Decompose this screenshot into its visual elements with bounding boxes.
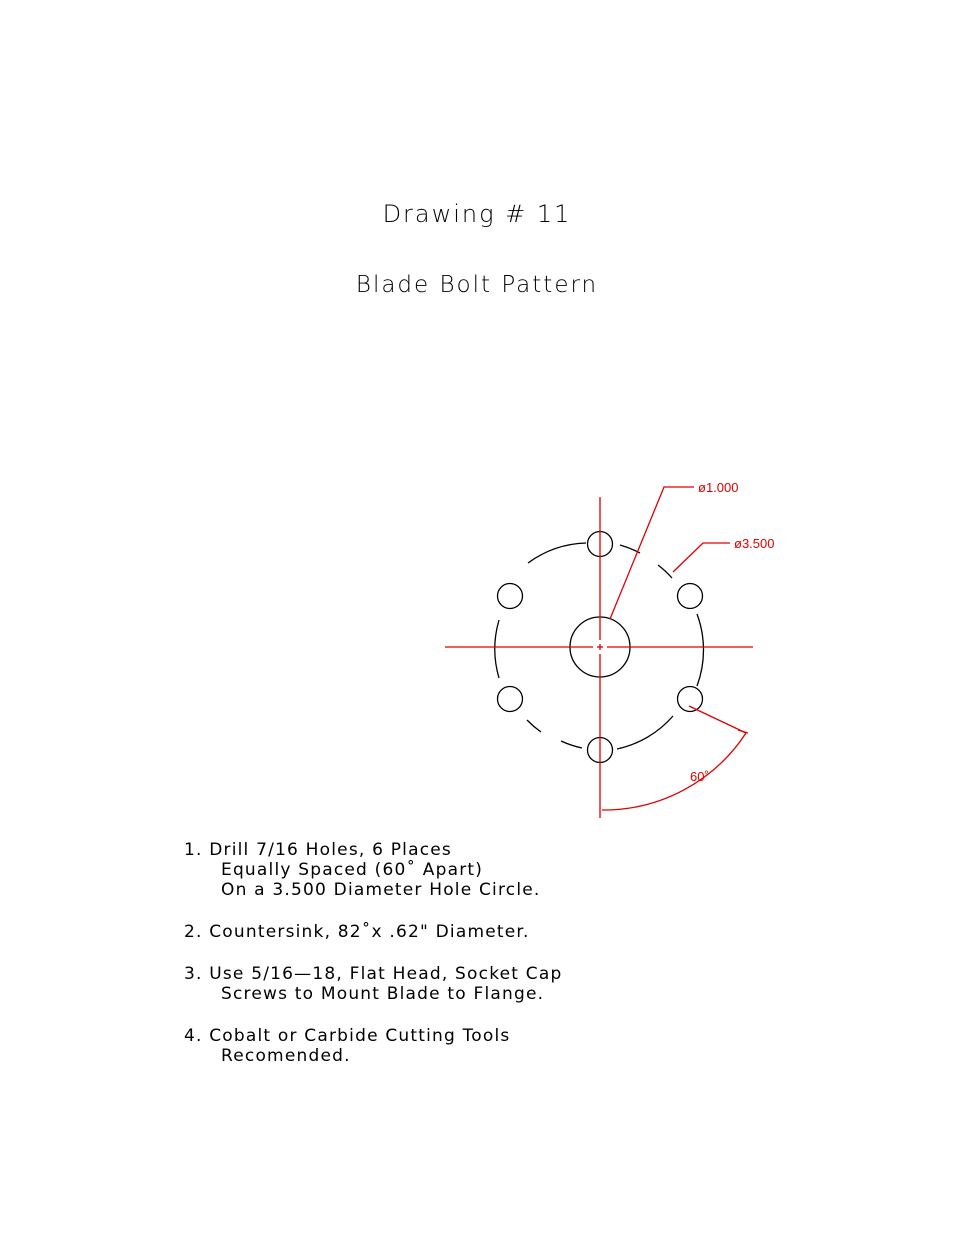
- note-1: [184, 840, 562, 900]
- note-text: On a 3.500 Diameter Hole Circle.: [221, 880, 541, 900]
- notes-list: [184, 840, 562, 1088]
- note-text: Recomended.: [221, 1046, 351, 1066]
- note-number: 1.: [184, 840, 203, 860]
- angle-extension-line: [689, 706, 746, 733]
- bolt-hole-lower-right: [678, 687, 703, 712]
- note-text: Use 5/16—18, Flat Head, Socket Cap: [209, 964, 563, 984]
- bolt-hole-lower-left: [498, 687, 523, 712]
- note-text: Equally Spaced (60˚ Apart): [221, 860, 484, 880]
- note-number: 2.: [184, 922, 203, 942]
- bore-leader: [610, 487, 694, 619]
- angle-arc: [602, 733, 746, 810]
- bore-dimension-label: ø1.000: [698, 480, 739, 495]
- note-text: Countersink, 82˚x .62" Diameter.: [209, 922, 530, 942]
- note-4: [184, 1026, 562, 1066]
- note-number: 4.: [184, 1026, 203, 1046]
- angle-tick: [738, 730, 748, 733]
- dimension-leaders: [602, 487, 748, 810]
- note-3: [184, 964, 562, 1004]
- drawing-subtitle: Blade Bolt Pattern: [355, 272, 599, 298]
- note-text: Screws to Mount Blade to Flange.: [221, 984, 545, 1004]
- bolt-circle-dimension-label: ø3.500: [734, 536, 775, 551]
- bolt-hole-upper-right: [678, 584, 703, 609]
- note-2: [184, 922, 562, 942]
- note-text: Cobalt or Carbide Cutting Tools: [209, 1026, 511, 1046]
- drawing-title: Drawing # 11: [382, 200, 572, 228]
- bolt-hole-upper-left: [498, 584, 523, 609]
- bolt-circle-leader: [673, 543, 730, 572]
- angle-dimension-label: 60˚: [690, 769, 709, 784]
- note-number: 3.: [184, 964, 203, 984]
- bolt-circle: [495, 543, 704, 749]
- note-text: Drill 7/16 Holes, 6 Places: [209, 840, 452, 860]
